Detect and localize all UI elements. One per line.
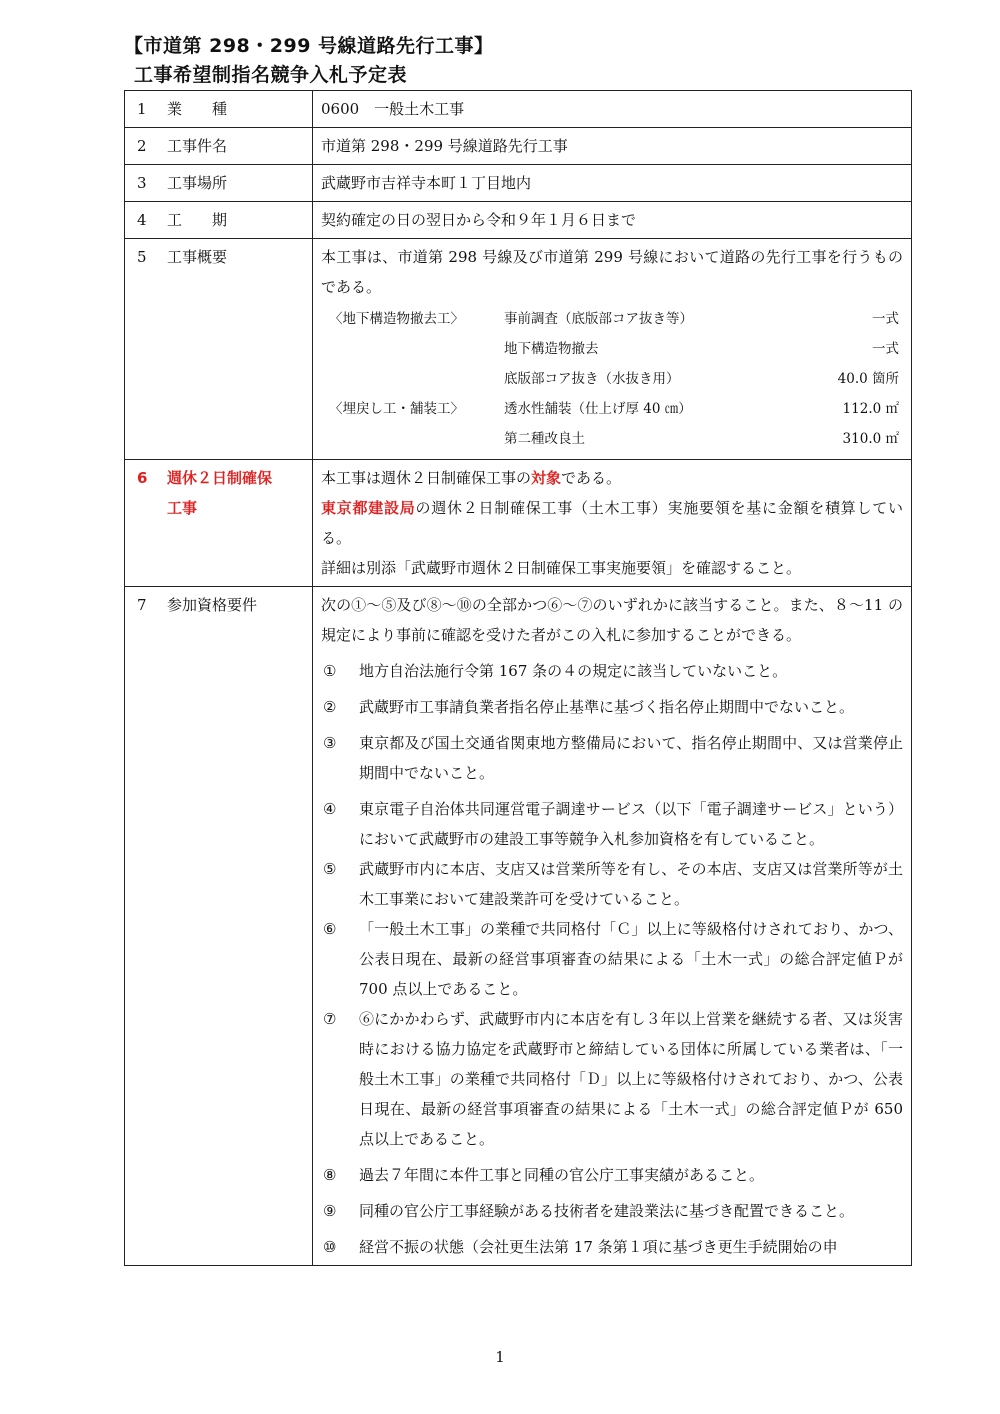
work-category: 〈地下構造物撤去工〉: [329, 311, 464, 327]
list-item: [321, 794, 903, 854]
row-number: 2: [137, 137, 147, 155]
list-item: [321, 1004, 903, 1154]
list-text: 武蔵野市工事請負業者指名停止基準に基づく指名停止期間中でないこと。: [359, 698, 855, 716]
row-label: 工事場所: [167, 174, 228, 192]
row-label-cell: [125, 165, 313, 202]
list-text: 東京電子自治体共同運営電子調達サービス（以下「電子調達サービス」という）において武蔵野市の建設工事等競争入札参加資格を有していること。: [359, 800, 903, 848]
list-text: 「一般土木工事」の業種で共同格付「Ｃ」以上に等級格付けされており、かつ、公表日現在、最新の経営事項審査の結果による「土木一式」の総合評定値Ｐが 700 点以上であること。: [359, 920, 903, 998]
row-number: 6: [137, 469, 148, 487]
row-number: 1: [137, 100, 147, 118]
highlight-bureau: 東京都建設局: [321, 499, 416, 517]
row-value: 市道第 298・299 号線道路先行工事: [313, 128, 912, 165]
row-label-cell: [125, 460, 313, 587]
row-label-cell: [125, 239, 313, 460]
text-span: の週休２日制確保工事（土木工事）実施要領を基に金額を積算している。: [321, 499, 903, 547]
work-item-qty: 40.0 箇所: [837, 371, 899, 387]
list-text: 武蔵野市内に本店、支店又は営業所等を有し、その本店、支店又は営業所等が土木工事業において建設業許可を受けていること。: [359, 860, 903, 908]
list-text: 過去７年間に本件工事と同種の官公庁工事実績があること。: [359, 1166, 765, 1184]
list-text: 地方自治法施行令第 167 条の４の規定に該当していないこと。: [359, 662, 788, 680]
work-item-qty: 一式: [872, 311, 899, 327]
row-label: 工事件名: [167, 137, 228, 155]
list-marker: ⑥: [323, 920, 337, 938]
row-label-cell: [125, 91, 313, 128]
highlight-target: 対象: [531, 469, 562, 487]
list-marker: ⑤: [323, 860, 337, 878]
work-item-name: 事前調査（底版部コア抜き等）: [504, 311, 693, 327]
row-number: 4: [137, 211, 147, 229]
text-span: である。: [561, 469, 622, 487]
list-item: [321, 728, 903, 788]
list-item: [321, 914, 903, 1004]
list-item: [321, 692, 903, 722]
page-number: 1: [495, 1348, 505, 1366]
title-line-1: 【市道第 298・299 号線道路先行工事】: [124, 35, 494, 57]
list-marker: ③: [323, 734, 337, 752]
overview-intro: 本工事は、市道第 298 号線及び市道第 299 号線において道路の先行工事を行うものである。: [321, 248, 903, 296]
row-value: 0600 一般土木工事: [313, 91, 912, 128]
work-item-qty: 112.0 ㎡: [842, 401, 899, 417]
work-item-qty: 310.0 ㎡: [842, 431, 899, 447]
work-item: [321, 424, 903, 454]
list-marker: ⑩: [323, 1238, 337, 1256]
list-marker: ⑧: [323, 1166, 337, 1184]
work-item-name: 透水性舗装（仕上げ厚 40 ㎝）: [504, 401, 692, 417]
row-label: 工 期: [167, 211, 228, 229]
list-item: [321, 1160, 903, 1190]
table-row-overview: [125, 239, 912, 460]
row-label: 参加資格要件: [167, 596, 258, 614]
table-row-weekly-holiday: [125, 460, 912, 587]
weekly-holiday-paragraph-3: 詳細は別添「武蔵野市週休２日制確保工事実施要領」を確認すること。: [321, 559, 802, 577]
table-row: [125, 165, 912, 202]
table-row: [125, 91, 912, 128]
list-item: [321, 656, 903, 686]
row-label-line-1: 週休２日制確保: [167, 469, 273, 487]
table-row: [125, 202, 912, 239]
table-row: [125, 128, 912, 165]
work-category: [321, 334, 504, 364]
list-text: 東京都及び国土交通省関東地方整備局において、指名停止期間中、又は営業停止期間中でないこと。: [359, 734, 903, 782]
list-text: 経営不振の状態（会社更生法第 17 条第１項に基づき更生手続開始の申: [359, 1238, 838, 1256]
table-row-qualifications: [125, 587, 912, 1266]
work-item: [321, 394, 903, 424]
work-items-table: [321, 304, 903, 454]
list-marker: ⑦: [323, 1010, 337, 1028]
work-item: [321, 364, 903, 394]
work-item-qty: 一式: [872, 341, 899, 357]
overview-cell: [313, 239, 912, 460]
weekly-holiday-paragraph-2: [321, 493, 903, 553]
list-text: 同種の官公庁工事経験がある技術者を建設業法に基づき配置できること。: [359, 1202, 855, 1220]
title-line-2: 工事希望制指名競争入札予定表: [134, 64, 408, 86]
work-item-name: 地下構造物撤去: [504, 341, 599, 357]
list-marker: ②: [323, 698, 337, 716]
list-item: [321, 854, 903, 914]
list-item: [321, 1232, 903, 1262]
row-value: 武蔵野市吉祥寺本町１丁目地内: [313, 165, 912, 202]
weekly-holiday-cell: [313, 460, 912, 587]
row-label-cell: [125, 587, 313, 1266]
list-marker: ⑨: [323, 1202, 337, 1220]
list-marker: ①: [323, 662, 337, 680]
row-label: 工事概要: [167, 248, 228, 266]
work-item: [321, 334, 903, 364]
work-category: 〈埋戻し工・舗装工〉: [329, 401, 464, 417]
row-label-cell: [125, 202, 313, 239]
work-item: [321, 304, 903, 334]
qualifications-cell: [313, 587, 912, 1266]
list-text: ⑥にかかわらず、武蔵野市内に本店を有し３年以上営業を継続する者、又は災害時における協力協定を武蔵野市と締結している団体に所属している業者は、「一般土木工事」の業種で共同格付「Ｄ」以上に等級格付けされており、かつ、公表日現在、最新の経営事項審査の結果による「土木一式」の総合評定値Ｐが 650 点以上であること。: [359, 1010, 903, 1148]
row-label-line-2: 工事: [167, 499, 198, 517]
schedule-table: [124, 90, 912, 1266]
text-span: 本工事は週休２日制確保工事の: [321, 469, 532, 487]
document-title: [124, 32, 494, 90]
weekly-holiday-paragraph-1: [321, 463, 903, 493]
list-item: [321, 1196, 903, 1226]
row-value: 契約確定の日の翌日から令和９年１月６日まで: [313, 202, 912, 239]
work-item-name: 底版部コア抜き（水抜き用）: [504, 371, 680, 387]
row-number: 3: [137, 174, 147, 192]
row-label-cell: [125, 128, 313, 165]
row-number: 7: [137, 596, 147, 614]
qualifications-intro: 次の①～⑤及び⑧～⑩の全部かつ⑥～⑦のいずれかに該当すること。また、８～11 の規定により事前に確認を受けた者がこの入札に参加することができる。: [321, 596, 903, 644]
list-marker: ④: [323, 800, 337, 818]
row-number: 5: [137, 248, 147, 266]
work-category: [321, 364, 504, 394]
work-item-name: 第二種改良土: [504, 431, 585, 447]
row-label: 業 種: [167, 100, 228, 118]
work-category: [321, 424, 504, 454]
